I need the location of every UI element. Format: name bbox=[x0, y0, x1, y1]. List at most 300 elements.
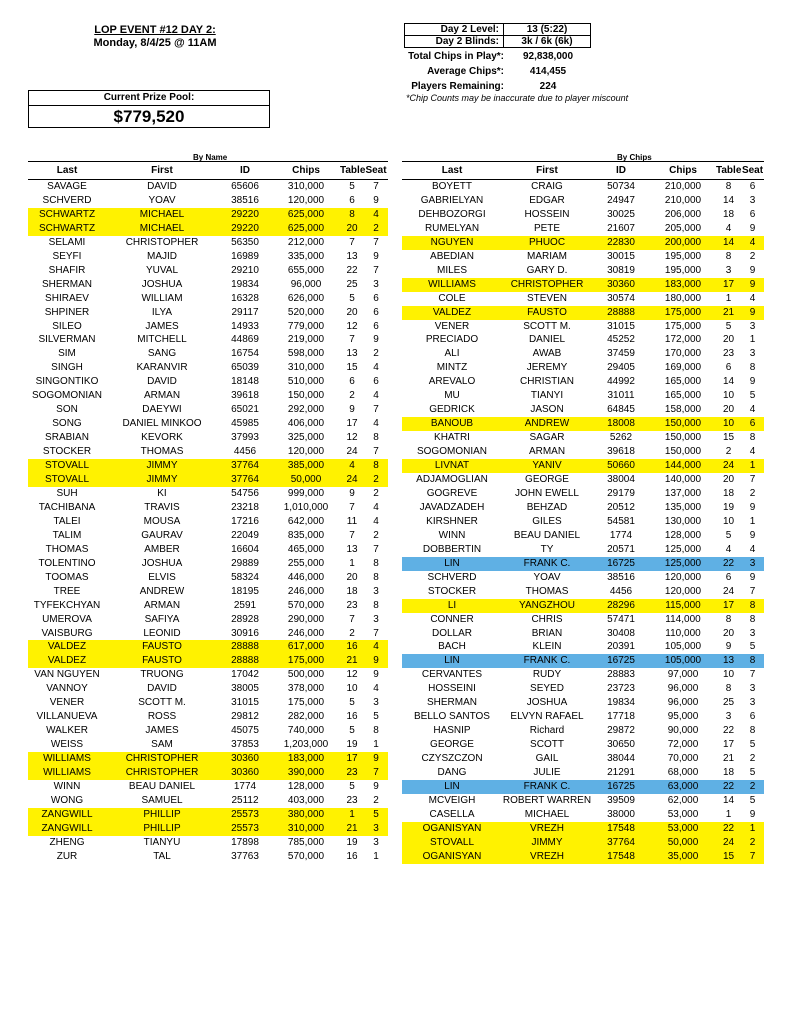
cell-table: 17 bbox=[716, 278, 741, 292]
players-by-name-table bbox=[28, 161, 388, 864]
table-row bbox=[402, 543, 764, 557]
cell-seat: 1 bbox=[749, 515, 756, 527]
cell-table: 22 bbox=[346, 264, 358, 276]
cell-last: SHERMAN bbox=[41, 278, 92, 290]
cell-seat: 8 bbox=[373, 725, 379, 737]
cell-table: 3 bbox=[725, 264, 732, 276]
cell-id: 39509 bbox=[607, 794, 635, 806]
cell-seat: 8 bbox=[373, 432, 379, 444]
cell-first: JULIE bbox=[533, 767, 561, 779]
cell-id: 29889 bbox=[231, 557, 259, 569]
cell-id: 16989 bbox=[231, 250, 259, 262]
cell-seat: 5 bbox=[749, 641, 756, 653]
cell-last: LIVNAT bbox=[402, 459, 502, 473]
cell-first: DAVID bbox=[147, 181, 177, 192]
cell-id: 29812 bbox=[231, 711, 259, 723]
table-row bbox=[28, 194, 388, 208]
cell-first: ARMAN bbox=[528, 446, 566, 458]
cell-last: KHATRI bbox=[434, 432, 470, 444]
table-row bbox=[402, 333, 764, 347]
cell-first: SAFIYA bbox=[144, 613, 180, 625]
table-row bbox=[28, 529, 388, 543]
cell-chips: 50,000 bbox=[272, 473, 340, 487]
cell-last: SCHVERD bbox=[42, 194, 92, 206]
cell-first: GEORGE bbox=[525, 474, 569, 486]
cell-first: KARANVIR bbox=[136, 362, 188, 374]
cell-first: KI bbox=[157, 487, 167, 499]
cell-chips: 378,000 bbox=[287, 683, 325, 695]
cell-id: 65606 bbox=[231, 181, 259, 192]
cell-chips: 95,000 bbox=[667, 711, 699, 723]
cell-id: 44869 bbox=[231, 334, 259, 346]
cell-first: BEHZAD bbox=[526, 501, 568, 513]
cell-seat: 4 bbox=[741, 236, 764, 250]
players-by-chips-table bbox=[402, 161, 764, 864]
cell-last: TYFEKCHYAN bbox=[33, 599, 101, 611]
cell-last: NGUYEN bbox=[402, 236, 502, 250]
cell-table: 18 bbox=[722, 767, 735, 779]
cell-chips: 246,000 bbox=[287, 585, 325, 597]
cell-first: PHUOC bbox=[502, 236, 592, 250]
cell-chips: 642,000 bbox=[287, 515, 325, 527]
cell-first: SCOTT M. bbox=[523, 320, 571, 332]
table-row bbox=[28, 654, 388, 668]
prize-pool-box bbox=[28, 90, 270, 128]
cell-table: 20 bbox=[346, 571, 358, 583]
cell-chips: 105,000 bbox=[650, 654, 716, 668]
cell-seat: 4 bbox=[749, 404, 756, 416]
cell-chips: 212,000 bbox=[287, 236, 325, 248]
cell-last: SHAFIR bbox=[48, 264, 86, 276]
cell-id: 30819 bbox=[607, 264, 635, 276]
cell-first: GAURAV bbox=[141, 529, 183, 541]
cell-table: 9 bbox=[725, 641, 732, 653]
cell-chips: 140,000 bbox=[664, 474, 702, 486]
level-info-box bbox=[404, 23, 591, 48]
cell-table: 8 bbox=[725, 250, 732, 262]
table-row bbox=[28, 640, 388, 654]
cell-chips: 390,000 bbox=[272, 766, 340, 780]
cell-table: 13 bbox=[716, 654, 741, 668]
cell-id: 1774 bbox=[233, 780, 257, 792]
cell-first: VREZH bbox=[502, 850, 592, 864]
cell-first: YANIV bbox=[502, 459, 592, 473]
cell-seat: 6 bbox=[373, 376, 379, 388]
table-row bbox=[402, 389, 764, 403]
cell-seat: 9 bbox=[741, 306, 764, 320]
cell-last: CONNER bbox=[430, 613, 474, 625]
cell-first: ANDREW bbox=[502, 417, 592, 431]
column-header-id: ID bbox=[218, 162, 272, 180]
table-row bbox=[28, 822, 388, 836]
cell-chips: 195,000 bbox=[664, 264, 702, 276]
cell-chips: 158,000 bbox=[664, 404, 702, 416]
cell-id: 54756 bbox=[231, 487, 259, 499]
cell-chips: 63,000 bbox=[650, 780, 716, 794]
table-row bbox=[402, 347, 764, 361]
cell-chips: 150,000 bbox=[664, 432, 702, 444]
prize-pool-label: Current Prize Pool: bbox=[29, 91, 269, 106]
cell-table: 16 bbox=[346, 711, 358, 723]
cell-chips: 110,000 bbox=[665, 627, 701, 639]
cell-table: 21 bbox=[340, 822, 364, 836]
cell-id: 57471 bbox=[607, 613, 635, 625]
cell-id: 30015 bbox=[607, 250, 635, 262]
cell-chips: 172,000 bbox=[664, 334, 702, 346]
cell-last: TALIM bbox=[52, 529, 82, 541]
cell-last: WILLIAMS bbox=[28, 766, 106, 780]
cell-seat: 2 bbox=[749, 250, 756, 262]
cell-last: SOGOMONIAN bbox=[416, 446, 487, 458]
cell-chips: 999,000 bbox=[287, 487, 325, 499]
cell-last: TOOMAS bbox=[45, 571, 89, 583]
table-row bbox=[402, 571, 764, 585]
cell-table: 24 bbox=[716, 459, 741, 473]
cell-seat: 7 bbox=[373, 627, 379, 639]
cell-chips: 210,000 bbox=[664, 194, 702, 206]
cell-chips: 310,000 bbox=[287, 362, 325, 374]
cell-chips: 626,000 bbox=[287, 292, 325, 304]
cell-id: 21607 bbox=[607, 222, 635, 234]
cell-table: 15 bbox=[346, 362, 358, 374]
table-row bbox=[28, 320, 388, 334]
cell-last: STOVALL bbox=[28, 459, 106, 473]
table-row bbox=[28, 445, 388, 459]
table-row bbox=[28, 389, 388, 403]
cell-first: JEREMY bbox=[526, 362, 568, 374]
cell-table: 8 bbox=[340, 208, 364, 222]
cell-first: SAM bbox=[151, 739, 173, 751]
cell-seat: 8 bbox=[741, 599, 764, 613]
cell-seat: 7 bbox=[749, 474, 756, 486]
cell-chips: 130,000 bbox=[664, 515, 702, 527]
table-row bbox=[402, 738, 764, 752]
cell-last: ZHENG bbox=[49, 836, 85, 848]
cell-table: 20 bbox=[722, 334, 735, 346]
cell-chips: 120,000 bbox=[664, 571, 702, 583]
cell-chips: 96,000 bbox=[667, 697, 699, 709]
cell-last: WEISS bbox=[50, 739, 84, 751]
column-header-first: First bbox=[106, 162, 218, 180]
cell-last: SINGONTIKO bbox=[35, 376, 99, 388]
cell-chips: 53,000 bbox=[667, 808, 699, 820]
cell-id: 38000 bbox=[607, 808, 635, 820]
cell-chips: 1,010,000 bbox=[283, 501, 329, 513]
cell-seat: 2 bbox=[749, 753, 756, 765]
cell-first: SANG bbox=[147, 348, 177, 360]
cell-first: DAVID bbox=[147, 683, 177, 695]
cell-table: 23 bbox=[340, 766, 364, 780]
cell-seat: 7 bbox=[373, 264, 379, 276]
table-row bbox=[402, 752, 764, 766]
cell-table: 17 bbox=[346, 418, 358, 430]
cell-chips: 246,000 bbox=[287, 627, 325, 639]
cell-table: 14 bbox=[722, 376, 735, 388]
cell-first: CHRISTOPHER bbox=[502, 278, 592, 292]
cell-seat: 3 bbox=[373, 278, 379, 290]
cell-id: 65039 bbox=[231, 362, 259, 374]
column-header-last: Last bbox=[28, 162, 106, 180]
table-row bbox=[28, 347, 388, 361]
table-row bbox=[402, 236, 764, 250]
table-row bbox=[402, 375, 764, 389]
cell-chips: 183,000 bbox=[272, 752, 340, 766]
table-row bbox=[28, 794, 388, 808]
cell-seat: 9 bbox=[364, 752, 388, 766]
cell-table: 21 bbox=[722, 753, 735, 765]
cell-table: 22 bbox=[722, 725, 735, 737]
table-row bbox=[402, 515, 764, 529]
cell-id: 4456 bbox=[609, 585, 633, 597]
cell-table: 23 bbox=[346, 599, 358, 611]
cell-id: 25573 bbox=[218, 822, 272, 836]
cell-seat: 5 bbox=[364, 808, 388, 822]
tournament-stats bbox=[404, 49, 592, 94]
cell-id: 56350 bbox=[231, 236, 259, 248]
cell-seat: 3 bbox=[364, 822, 388, 836]
cell-first: CHRISTOPHER bbox=[106, 752, 218, 766]
cell-seat: 1 bbox=[741, 459, 764, 473]
cell-table: 8 bbox=[725, 613, 732, 625]
cell-first: HOSSEIN bbox=[524, 208, 570, 220]
table-row bbox=[402, 640, 764, 654]
cell-id: 45075 bbox=[231, 725, 259, 737]
cell-seat: 1 bbox=[373, 850, 379, 862]
players-remaining-label: Players Remaining: bbox=[411, 81, 504, 92]
cell-first: JOSHUA bbox=[141, 557, 183, 569]
cell-seat: 6 bbox=[749, 711, 756, 723]
cell-table: 20 bbox=[722, 627, 735, 639]
cell-id: 5262 bbox=[609, 432, 633, 444]
cell-table: 12 bbox=[346, 320, 358, 332]
cell-seat: 8 bbox=[741, 654, 764, 668]
cell-chips: 97,000 bbox=[667, 669, 699, 681]
table-row bbox=[28, 710, 388, 724]
cell-seat: 4 bbox=[364, 640, 388, 654]
cell-seat: 8 bbox=[749, 432, 756, 444]
table-row bbox=[402, 850, 764, 864]
cell-seat: 8 bbox=[749, 725, 756, 737]
cell-chips: 90,000 bbox=[667, 725, 699, 737]
cell-seat: 3 bbox=[749, 683, 756, 695]
cell-first: MARIAM bbox=[527, 250, 567, 262]
cell-id: 37993 bbox=[231, 432, 259, 444]
cell-id: 37459 bbox=[607, 348, 635, 360]
cell-id: 14933 bbox=[231, 320, 259, 332]
table-row bbox=[28, 515, 388, 529]
cell-last: BACH bbox=[438, 641, 466, 653]
cell-seat: 5 bbox=[749, 794, 756, 806]
table-row bbox=[402, 222, 764, 236]
cell-id: 45985 bbox=[231, 418, 259, 430]
cell-seat: 3 bbox=[373, 585, 379, 597]
cell-id: 2591 bbox=[233, 599, 257, 611]
cell-seat: 9 bbox=[364, 654, 388, 668]
cell-table: 6 bbox=[349, 376, 355, 388]
cell-first: ANDREW bbox=[139, 585, 185, 597]
cell-seat: 2 bbox=[373, 794, 379, 806]
table-row bbox=[28, 236, 388, 250]
table-row bbox=[28, 250, 388, 264]
cell-table: 19 bbox=[346, 836, 358, 848]
cell-table: 5 bbox=[349, 292, 355, 304]
cell-id: 30408 bbox=[607, 627, 635, 639]
cell-table: 25 bbox=[722, 697, 735, 709]
cell-chips: 835,000 bbox=[287, 529, 325, 541]
cell-last: COLE bbox=[438, 292, 466, 304]
table-row bbox=[28, 264, 388, 278]
table-row bbox=[28, 766, 388, 780]
cell-first: GILES bbox=[532, 515, 562, 527]
cell-first: DANIEL bbox=[528, 334, 566, 346]
cell-chips: 120,000 bbox=[664, 585, 702, 597]
cell-chips: 205,000 bbox=[664, 222, 702, 234]
cell-table: 24 bbox=[716, 836, 741, 850]
cell-first: FAUSTO bbox=[106, 654, 218, 668]
cell-table: 11 bbox=[346, 515, 358, 527]
cell-last: VALDEZ bbox=[402, 306, 502, 320]
cell-last: CZYSZCZON bbox=[421, 753, 483, 765]
cell-last: OGANISYAN bbox=[402, 850, 502, 864]
table-row bbox=[402, 501, 764, 515]
cell-last: GABRIELYAN bbox=[420, 194, 484, 206]
cell-chips: 165,000 bbox=[664, 376, 702, 388]
cell-seat: 5 bbox=[749, 390, 756, 402]
column-header-seat: Seat bbox=[741, 162, 764, 180]
cell-seat: 4 bbox=[749, 446, 756, 458]
cell-first: YOAV bbox=[148, 194, 176, 206]
column-header-first: First bbox=[502, 162, 592, 180]
cell-last: JAVADZADEH bbox=[419, 501, 485, 513]
cell-table: 15 bbox=[722, 432, 735, 444]
cell-id: 39618 bbox=[607, 446, 635, 458]
table-row bbox=[402, 696, 764, 710]
cell-id: 54581 bbox=[607, 515, 635, 527]
cell-id: 30360 bbox=[218, 766, 272, 780]
cell-chips: 625,000 bbox=[272, 222, 340, 236]
cell-first: VREZH bbox=[502, 822, 592, 836]
cell-table: 7 bbox=[349, 613, 355, 625]
cell-first: CHRISTIAN bbox=[520, 376, 574, 388]
cell-chips: 144,000 bbox=[650, 459, 716, 473]
cell-chips: 96,000 bbox=[667, 683, 699, 695]
table-row bbox=[402, 529, 764, 543]
cell-seat: 7 bbox=[749, 669, 756, 681]
cell-table: 9 bbox=[349, 404, 355, 416]
cell-seat: 2 bbox=[749, 487, 756, 499]
average-chips-value: 414,455 bbox=[529, 66, 567, 77]
cell-seat: 3 bbox=[749, 194, 756, 206]
cell-first: KEVORK bbox=[141, 432, 183, 444]
table-row bbox=[28, 222, 388, 236]
cell-last: TALEI bbox=[53, 515, 81, 527]
cell-first: CHRIS bbox=[531, 613, 563, 625]
table-row bbox=[402, 487, 764, 501]
cell-first: JOSHUA bbox=[526, 697, 568, 709]
cell-last: MU bbox=[444, 390, 460, 402]
cell-seat: 2 bbox=[373, 487, 379, 499]
cell-chips: 446,000 bbox=[287, 571, 325, 583]
cell-table: 18 bbox=[722, 208, 735, 220]
cell-first: ARMAN bbox=[143, 599, 181, 611]
cell-last: SCHVERD bbox=[427, 571, 477, 583]
cell-table: 18 bbox=[346, 585, 358, 597]
table-row bbox=[28, 180, 388, 194]
by-chips-rows bbox=[402, 180, 764, 864]
cell-chips: 617,000 bbox=[272, 640, 340, 654]
table-row bbox=[402, 208, 764, 222]
cell-first: DAVID bbox=[147, 376, 177, 388]
cell-last: ABEDIAN bbox=[430, 250, 474, 262]
cell-chips: 150,000 bbox=[287, 390, 325, 402]
cell-last: WILLIAMS bbox=[402, 278, 502, 292]
cell-table: 20 bbox=[346, 306, 358, 318]
table-row bbox=[28, 850, 388, 864]
cell-last: WONG bbox=[50, 794, 84, 806]
cell-last: LI bbox=[402, 599, 502, 613]
cell-chips: 325,000 bbox=[287, 432, 325, 444]
cell-first: FRANK C. bbox=[502, 654, 592, 668]
cell-chips: 150,000 bbox=[664, 446, 702, 458]
cell-id: 29220 bbox=[218, 208, 272, 222]
cell-first: CHRISTOPHER bbox=[125, 236, 199, 248]
cell-id: 22830 bbox=[592, 236, 650, 250]
players-remaining-value: 224 bbox=[539, 81, 557, 92]
cell-seat: 7 bbox=[741, 850, 764, 864]
cell-id: 29405 bbox=[607, 362, 635, 374]
cell-last: SONG bbox=[52, 418, 82, 430]
cell-id: 23723 bbox=[607, 683, 635, 695]
table-row bbox=[402, 459, 764, 473]
cell-chips: 570,000 bbox=[287, 850, 325, 862]
table-row bbox=[28, 501, 388, 515]
cell-id: 19834 bbox=[231, 278, 259, 290]
cell-last: RUMELYAN bbox=[424, 222, 480, 234]
cell-seat: 1 bbox=[741, 822, 764, 836]
cell-last: SHIRAEV bbox=[45, 292, 89, 304]
cell-id: 4456 bbox=[233, 446, 257, 458]
cell-chips: 785,000 bbox=[287, 836, 325, 848]
cell-chips: 1,203,000 bbox=[283, 739, 329, 751]
cell-id: 28883 bbox=[607, 669, 635, 681]
cell-table: 5 bbox=[725, 320, 732, 332]
cell-seat: 4 bbox=[373, 390, 379, 402]
cell-last: VANNOY bbox=[46, 683, 88, 695]
cell-last: ZANGWILL bbox=[28, 822, 106, 836]
cell-seat: 7 bbox=[373, 181, 379, 192]
cell-first: ELVYN RAFAEL bbox=[510, 711, 584, 723]
cell-seat: 9 bbox=[373, 334, 379, 346]
cell-table: 23 bbox=[346, 794, 358, 806]
table-row bbox=[402, 473, 764, 487]
cell-first: LEONID bbox=[143, 627, 181, 639]
cell-table: 7 bbox=[349, 334, 355, 346]
cell-seat: 9 bbox=[373, 250, 379, 262]
cell-chips: 62,000 bbox=[667, 794, 699, 806]
cell-chips: 219,000 bbox=[287, 334, 325, 346]
cell-chips: 150,000 bbox=[650, 417, 716, 431]
cell-last: SOGOMONIAN bbox=[31, 390, 102, 402]
cell-seat: 2 bbox=[373, 529, 379, 541]
table-row bbox=[28, 613, 388, 627]
cell-seat: 3 bbox=[749, 627, 756, 639]
cell-first: SAMUEL bbox=[141, 794, 183, 806]
table-row bbox=[28, 543, 388, 557]
cell-id: 50660 bbox=[592, 459, 650, 473]
cell-table: 7 bbox=[349, 529, 355, 541]
cell-seat: 7 bbox=[373, 236, 379, 248]
cell-last: SRABIAN bbox=[45, 432, 89, 444]
